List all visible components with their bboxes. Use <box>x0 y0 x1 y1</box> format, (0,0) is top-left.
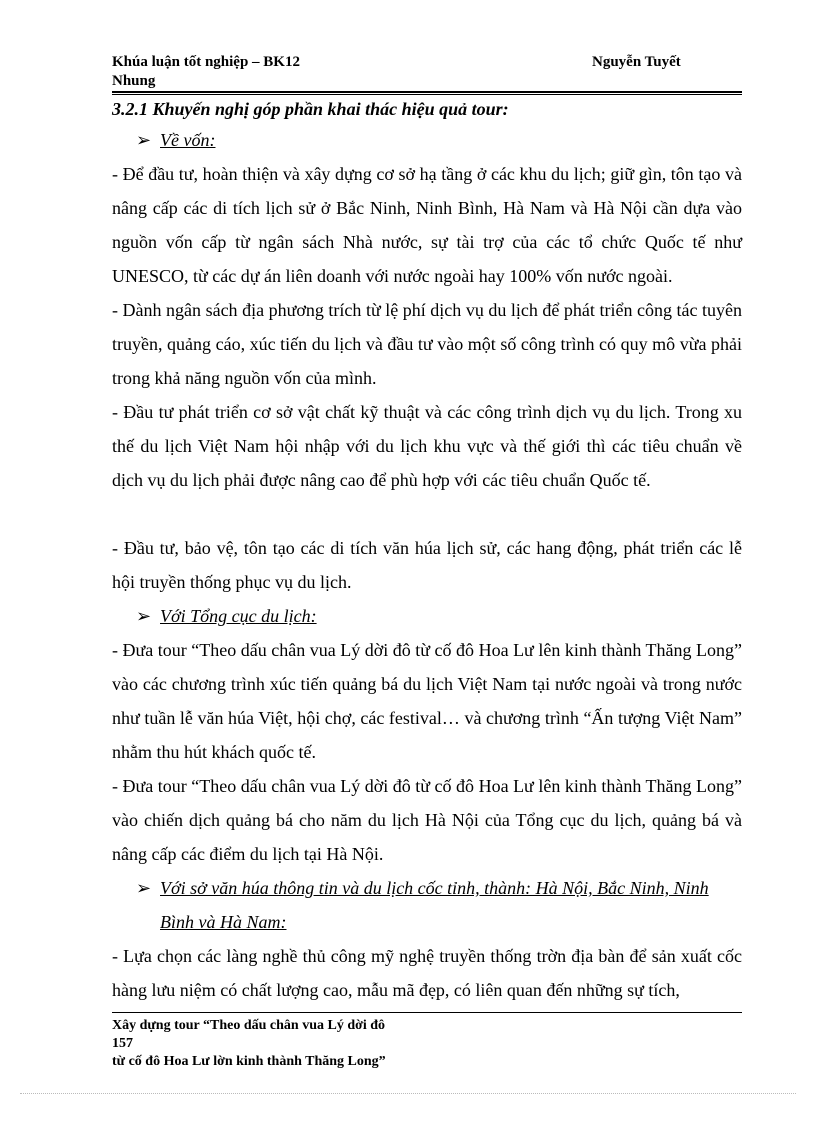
footer-tour-title-continued: từ cố đô Hoa Lư lờn kinh thành Thăng Long” <box>112 1054 386 1069</box>
arrow-bullet-icon: ➢ <box>136 130 152 150</box>
footer-rule <box>112 1012 742 1013</box>
paragraph: - Đầu tư phát triển cơ sở vật chất kỹ thuật và các công trình dịch vụ du lịch. Trong xu thế du lịch Việt Nam hội nhập với du lịch khu vực và thế giới thì các tiêu chuẩn về dịch vụ du lịch phải được nâng cao để phù hợp với các tiêu chuẩn Quốc tế. <box>112 402 742 490</box>
page-footer <box>112 1017 742 1071</box>
footer-tour-title: Xây dựng tour “Theo dấu chân vua Lý dời đô <box>112 1018 386 1033</box>
paragraph: - Đưa tour “Theo dấu chân vua Lý dời đô từ cố đô Hoa Lư lên kinh thành Thăng Long” vào chiến dịch quảng bá cho năm du lịch Hà Nội của Tổng cục du lịch, quảng bá và nâng cấp các điểm du lịch tại Hà Nội. <box>112 776 742 864</box>
page-edge-divider <box>20 1093 796 1094</box>
arrow-bullet-icon: ➢ <box>136 606 152 626</box>
header-author-continued: Nhung <box>112 73 156 89</box>
paragraph: - Để đầu tư, hoàn thiện và xây dựng cơ sở hạ tầng ở các khu du lịch; giữ gìn, tôn tạo và nâng cấp các di tích lịch sử ở Bắc Ninh, Ninh Bình, Hà Nam và Hà Nội cần dựa vào nguồn vốn cấp từ ngân sách Nhà nước, sự tài trợ của các tổ chức Quốc tế như UNESCO, từ các dự án liên doanh với nước ngoài hay 100% vốn nước ngoài. <box>112 164 742 286</box>
header-author: Nguyễn Tuyết <box>592 54 681 70</box>
bullet-tong-cuc <box>112 599 742 633</box>
paragraph: - Dành ngân sách địa phương trích từ lệ phí dịch vụ du lịch để phát triển công tác tuyên truyền, quảng cáo, xúc tiến du lịch và đầu tư vào một số công trình có quy mô vừa phải trong khả năng nguồn vốn của mình. <box>112 300 742 388</box>
bullet-title: Với Tổng cục du lịch: <box>160 606 317 626</box>
page-number: 157 <box>112 1036 133 1051</box>
bullet-title: Về vốn: <box>160 130 216 150</box>
header-thesis-title: Khúa luận tốt nghiệp – BK12 <box>112 54 300 70</box>
bullet-ve-von <box>112 123 742 157</box>
section-heading: 3.2.1 Khuyến nghị góp phần khai thác hiệu quả tour: <box>112 99 509 119</box>
bullet-title: Với sở văn húa thông tin và du lịch cốc tỉnh, thành: Hà Nội, Bắc Ninh, Ninh Bình và Hà Nam: <box>160 878 709 932</box>
header-rule <box>112 91 742 93</box>
paragraph: - Đưa tour “Theo dấu chân vua Lý dời đô từ cố đô Hoa Lư lên kinh thành Thăng Long” vào các chương trình xúc tiến quảng bá du lịch Việt Nam tại nước ngoài và trong nước như tuần lễ văn húa Việt, hội chợ, các festival… và chương trình “Ấn tượng Việt Nam” nhằm thu hút khách quốc tế. <box>112 640 742 762</box>
paragraph: - Lựa chọn các làng nghề thủ công mỹ nghệ truyền thống trờn địa bàn để sản xuất cốc hàng lưu niệm có chất lượng cao, mẫu mã đẹp, có liên quan đến những sự tích, <box>112 946 742 1000</box>
blank-line <box>112 497 742 531</box>
arrow-bullet-icon: ➢ <box>136 878 152 898</box>
page-body <box>112 95 742 1007</box>
paragraph: - Đầu tư, bảo vệ, tôn tạo các di tích văn húa lịch sử, các hang động, phát triển các lễ hội truyền thống phục vụ du lịch. <box>112 538 742 592</box>
bullet-so-van-hoa <box>112 871 742 939</box>
